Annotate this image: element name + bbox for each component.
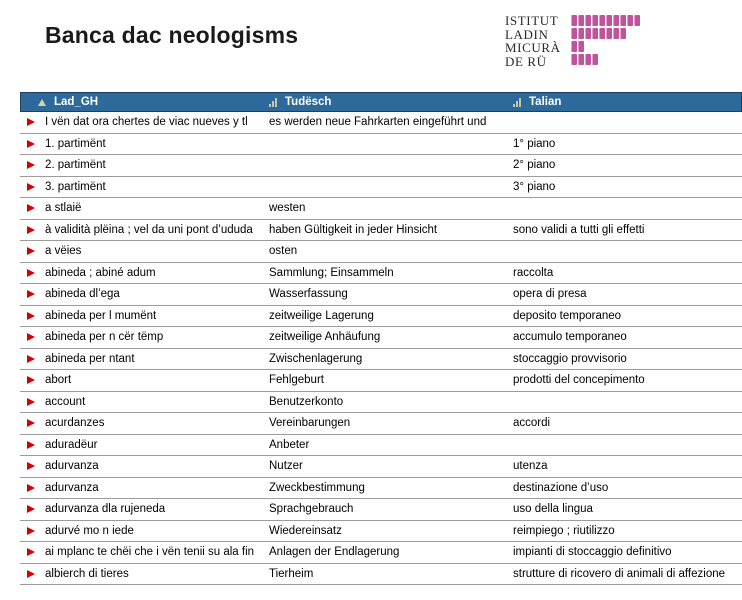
cell-ladin: à validità plëina ; vel da uni pont d’ududa (45, 223, 253, 236)
play-cell (20, 527, 45, 535)
cell-ladin: ai mplanc te chëi che i vën tenii su ala fin (45, 546, 255, 559)
cell-italian: 3° piano (513, 180, 556, 193)
cell-italian: strutture di ricovero di animali di affezione (513, 567, 726, 580)
play-cell (20, 269, 45, 277)
cell-italian: impianti di stoccaggio definitivo (513, 546, 672, 559)
table-row[interactable] (20, 155, 742, 177)
table-row[interactable] (20, 392, 742, 414)
table-row[interactable] (20, 134, 742, 156)
table-row[interactable] (20, 564, 742, 586)
play-audio-icon[interactable] (27, 570, 35, 578)
column-label: Talian (529, 96, 562, 108)
cell-german: Sprachgebrauch (269, 503, 354, 516)
column-label: Lad_GH (54, 96, 99, 108)
table-row[interactable] (20, 198, 742, 220)
play-audio-icon[interactable] (27, 333, 35, 341)
table-row[interactable] (20, 112, 742, 134)
cell-german: Tierheim (269, 567, 314, 580)
table-row[interactable] (20, 478, 742, 500)
column-header-talian[interactable] (513, 93, 741, 111)
bar-chart-icon (513, 98, 521, 107)
cell-german: Vereinbarungen (269, 417, 351, 430)
play-cell (20, 204, 45, 212)
cell-german: Wiedereinsatz (269, 524, 342, 537)
play-cell (20, 376, 45, 384)
logo-pixel-blocks (571, 14, 640, 68)
play-audio-icon[interactable] (27, 484, 35, 492)
play-cell (20, 484, 45, 492)
neologisms-table (20, 92, 742, 585)
play-audio-icon[interactable] (27, 118, 35, 126)
cell-ladin: 3. partimënt (45, 180, 106, 193)
play-audio-icon[interactable] (27, 355, 35, 363)
cell-german: Wasserfassung (269, 288, 348, 301)
play-cell (20, 548, 45, 556)
play-audio-icon[interactable] (27, 419, 35, 427)
table-row[interactable] (20, 370, 742, 392)
play-audio-icon[interactable] (27, 462, 35, 470)
play-cell (20, 398, 45, 406)
cell-german: westen (269, 202, 306, 215)
table-row[interactable] (20, 327, 742, 349)
cell-ladin: adurvanza (45, 460, 99, 473)
cell-italian: sono validi a tutti gli effetti (513, 223, 645, 236)
play-cell (20, 140, 45, 148)
logo-line: MICURÀ (505, 40, 561, 55)
table-row[interactable] (20, 306, 742, 328)
play-cell (20, 355, 45, 363)
cell-ladin: adurvé mo n iede (45, 524, 134, 537)
cell-ladin: I vën dat ora chertes de viac nueves y tl (45, 116, 248, 129)
cell-ladin: adurvanza dla rujeneda (45, 503, 166, 516)
sort-ascending-icon (38, 99, 46, 106)
cell-german: Zwischenlagerung (269, 352, 363, 365)
play-audio-icon[interactable] (27, 312, 35, 320)
play-cell (20, 290, 45, 298)
cell-ladin: account (45, 395, 86, 408)
logo-line: LADIN (505, 26, 549, 42)
table-row[interactable] (20, 177, 742, 199)
play-audio-icon[interactable] (27, 183, 35, 191)
cell-german: es werden neue Fahrkarten eingeführt und (269, 116, 487, 129)
table-row[interactable] (20, 220, 742, 242)
table-row[interactable] (20, 435, 742, 457)
play-audio-icon[interactable] (27, 398, 35, 406)
logo-block-row (571, 54, 640, 65)
table-row[interactable] (20, 349, 742, 371)
cell-ladin: adurvanza (45, 481, 99, 494)
cell-italian: prodotti del concepimento (513, 374, 645, 387)
logo-block-row (571, 41, 640, 52)
play-cell (20, 183, 45, 191)
table-row[interactable] (20, 521, 742, 543)
play-audio-icon[interactable] (27, 527, 35, 535)
table-row[interactable] (20, 263, 742, 285)
table-row[interactable] (20, 456, 742, 478)
cell-german: osten (269, 245, 298, 258)
play-cell (20, 441, 45, 449)
cell-ladin: abineda per l mumënt (45, 309, 157, 322)
table-row[interactable] (20, 284, 742, 306)
play-cell (20, 333, 45, 341)
play-audio-icon[interactable] (27, 269, 35, 277)
cell-italian: stoccaggio provvisorio (513, 352, 627, 365)
bar-chart-icon (269, 98, 277, 107)
table-body (20, 112, 742, 585)
logo-block-row (571, 15, 640, 26)
cell-german: zeitweilige Anhäufung (269, 331, 381, 344)
play-audio-icon[interactable] (27, 161, 35, 169)
play-audio-icon[interactable] (27, 548, 35, 556)
table-row[interactable] (20, 542, 742, 564)
cell-ladin: 1. partimënt (45, 137, 106, 150)
cell-ladin: abort (45, 374, 72, 387)
table-row[interactable] (20, 413, 742, 435)
cell-italian: 1° piano (513, 137, 556, 150)
play-cell (20, 505, 45, 513)
cell-italian: 2° piano (513, 159, 556, 172)
cell-german: Fehlgeburt (269, 374, 324, 387)
column-header-lad-gh[interactable] (21, 93, 269, 111)
cell-german: Sammlung; Einsammeln (269, 266, 394, 279)
column-header-tudesch[interactable] (269, 93, 513, 111)
cell-german: Benutzerkonto (269, 395, 344, 408)
cell-ladin: abineda per ntant (45, 352, 135, 365)
cell-ladin: 2. partimënt (45, 159, 106, 172)
play-cell (20, 462, 45, 470)
cell-italian: accordi (513, 417, 551, 430)
logo-line: DE RÜ (505, 53, 547, 69)
cell-ladin: a vëies (45, 245, 82, 258)
logo-text (505, 14, 561, 68)
cell-german: Zweckbestimmung (269, 481, 365, 494)
cell-german: Anlagen der Endlagerung (269, 546, 400, 559)
cell-italian: utenza (513, 460, 548, 473)
table-header-row (20, 92, 742, 112)
cell-german: Anbeter (269, 438, 310, 451)
play-audio-icon[interactable] (27, 441, 35, 449)
cell-ladin: acurdanzes (45, 417, 105, 430)
play-cell (20, 118, 45, 126)
cell-ladin: abineda dl’ega (45, 288, 120, 301)
play-audio-icon[interactable] (27, 505, 35, 513)
cell-ladin: albierch di tieres (45, 567, 129, 580)
play-audio-icon[interactable] (27, 204, 35, 212)
cell-ladin: a stlaië (45, 202, 82, 215)
play-audio-icon[interactable] (27, 226, 35, 234)
cell-german: Nutzer (269, 460, 303, 473)
cell-italian: destinazione d’uso (513, 481, 609, 494)
cell-ladin: abineda per n cër tëmp (45, 331, 164, 344)
column-label: Tudësch (285, 96, 332, 108)
play-audio-icon[interactable] (27, 290, 35, 298)
table-row[interactable] (20, 241, 742, 263)
table-row[interactable] (20, 499, 742, 521)
play-cell (20, 226, 45, 234)
cell-italian: deposito temporaneo (513, 309, 622, 322)
cell-ladin: abineda ; abiné adum (45, 266, 156, 279)
play-audio-icon[interactable] (27, 140, 35, 148)
play-cell (20, 570, 45, 578)
istitut-ladin-logo (505, 14, 640, 68)
play-cell (20, 161, 45, 169)
logo-line: ISTITUT (505, 13, 559, 28)
cell-ladin: aduradëur (45, 438, 98, 451)
play-cell (20, 247, 45, 255)
play-cell (20, 419, 45, 427)
play-cell (20, 312, 45, 320)
cell-italian: uso della lingua (513, 503, 593, 516)
cell-italian: opera di presa (513, 288, 587, 301)
cell-italian: accumulo temporaneo (513, 331, 627, 344)
play-audio-icon[interactable] (27, 247, 35, 255)
cell-italian: reimpiego ; riutilizzo (513, 524, 615, 537)
page-title: Banca dac neologisms (45, 22, 299, 48)
cell-german: zeitweilige Lagerung (269, 309, 374, 322)
cell-german: haben Gültigkeit in jeder Hinsicht (269, 223, 438, 236)
logo-block-row (571, 28, 640, 39)
cell-italian: raccolta (513, 266, 554, 279)
play-audio-icon[interactable] (27, 376, 35, 384)
